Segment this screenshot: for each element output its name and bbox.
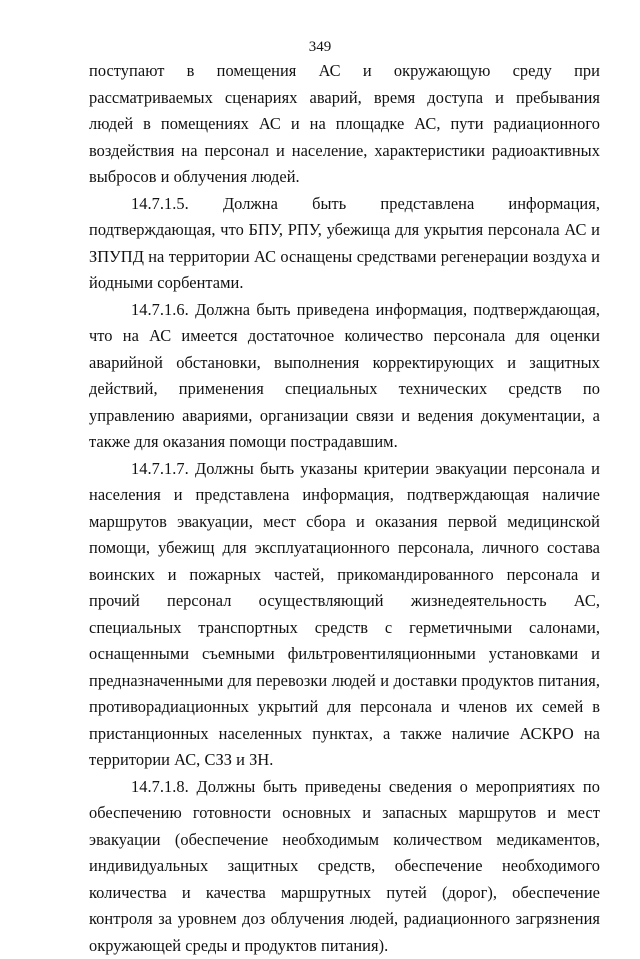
paragraph-continuation: поступают в помещения АС и окружающую среду при рассматриваемых сценариях аварий, время доступа и пребывания людей в помещениях АС и на площадке АС, пути радиационного воздействия на персонал и население, характеристики радиоактивных выбросов и облучения людей. <box>89 58 600 191</box>
paragraph-14-7-1-7: 14.7.1.7. Должны быть указаны критерии эвакуации персонала и населения и представлена информация, подтверждающая наличие маршрутов эвакуации, мест сбора и оказания первой медицинской помощи, убежищ для эксплуатационного персонала, личного состава воинских и пожарных частей, прикомандированного персонала и прочий персонал осуществляющий жизнедеятельность АС, специальных транспортных средств с герметичными салонами, оснащенными съемными фильтровентиляционными установками и предназначенными для перевозки людей и доставки продуктов питания, противорадиационных укрытий для персонала и членов их семей в пристанционных населенных пунктах, а также наличие АСКРО на территории АС, СЗЗ и ЗН. <box>89 456 600 774</box>
paragraph-14-7-1-5: 14.7.1.5. Должна быть представлена информация, подтверждающая, что БПУ, РПУ, убежища для укрытия персонала АС и ЗПУПД на территории АС оснащены средствами регенерации воздуха и йодными сорбентами. <box>89 191 600 297</box>
paragraph-14-7-1-8: 14.7.1.8. Должны быть приведены сведения о мероприятиях по обеспечению готовности основных и запасных маршрутов и мест эвакуации (обеспечение необходимым количеством медикаментов, индивидуальных защитных средств, обеспечение необходимого количества и качества маршрутных путей (дорог), обеспечение контроля за уровнем доз облучения людей, радиационного загрязнения окружающей среды и продуктов питания). <box>89 774 600 959</box>
document-body <box>89 58 600 959</box>
page-number: 349 <box>0 38 640 56</box>
paragraph-14-7-1-6: 14.7.1.6. Должна быть приведена информация, подтверждающая, что на АС имеется достаточное количество персонала для оценки аварийной обстановки, выполнения корректирующих и защитных действий, применения специальных технических средств по управлению авариями, организации связи и ведения документации, а также для оказания помощи пострадавшим. <box>89 297 600 456</box>
